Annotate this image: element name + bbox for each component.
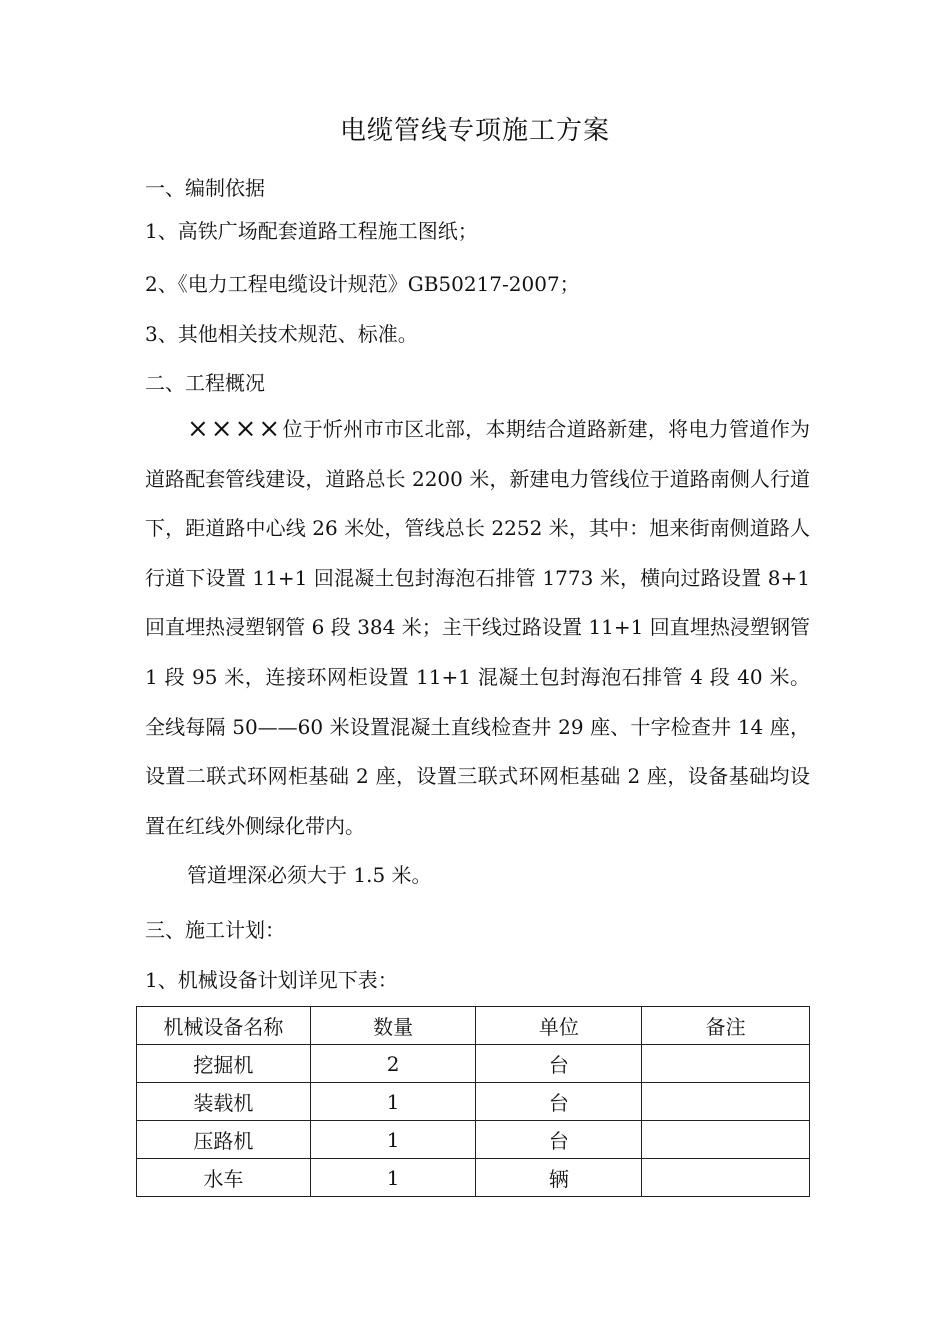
overview-paragraph-2	[145, 851, 810, 901]
cell-equipment-name: 挖掘机	[137, 1045, 311, 1083]
cell-unit: 台	[476, 1083, 642, 1121]
section-heading-plan: 三、施工计划：	[145, 918, 285, 942]
burial-depth-text: 管道埋深必须大于 1.5 米。	[187, 863, 432, 888]
cell-remarks	[642, 1121, 810, 1159]
cell-quantity: 1	[310, 1083, 476, 1121]
table-header-row	[137, 1007, 810, 1045]
cell-remarks	[642, 1083, 810, 1121]
cell-quantity: 1	[310, 1121, 476, 1159]
equipment-plan-intro: 1、机械设备计划详见下表：	[145, 968, 398, 992]
cell-equipment-name: 装载机	[137, 1083, 311, 1121]
table-row	[137, 1159, 810, 1197]
section-heading-basis: 一、编制依据	[145, 176, 265, 200]
equipment-table	[136, 1006, 810, 1197]
cell-unit: 台	[476, 1121, 642, 1159]
basis-item-1: 1、高铁广场配套道路工程施工图纸；	[145, 219, 478, 243]
cell-quantity: 2	[310, 1045, 476, 1083]
cell-remarks	[642, 1045, 810, 1083]
header-unit: 单位	[476, 1007, 642, 1045]
cell-equipment-name: 水车	[137, 1159, 311, 1197]
overview-paragraph-1	[145, 405, 810, 851]
header-equipment-name: 机械设备名称	[137, 1007, 311, 1045]
cell-unit: 辆	[476, 1159, 642, 1197]
basis-item-2: 2、《电力工程电缆设计规范》GB50217-2007；	[145, 272, 580, 296]
section-heading-overview: 二、工程概况	[145, 371, 265, 395]
overview-body	[145, 405, 810, 901]
table-row	[137, 1121, 810, 1159]
table-row	[137, 1045, 810, 1083]
cell-unit: 台	[476, 1045, 642, 1083]
header-quantity: 数量	[310, 1007, 476, 1045]
cell-remarks	[642, 1159, 810, 1197]
project-name-placeholder: ××××	[187, 414, 283, 444]
cell-quantity: 1	[310, 1159, 476, 1197]
cell-equipment-name: 压路机	[137, 1121, 311, 1159]
document-title: 电缆管线专项施工方案	[339, 116, 610, 146]
basis-item-3: 3、其他相关技术规范、标准。	[145, 322, 418, 346]
header-remarks: 备注	[642, 1007, 810, 1045]
table-row	[137, 1083, 810, 1121]
overview-paragraph-1-text: 位于忻州市市区北部，本期结合道路新建，将电力管道作为道路配套管线建设，道路总长 2200 米，新建电力管线位于道路南侧人行道下，距道路中心线 26 米处，管线总长 2252 米，其中：旭来街南侧道路人行道下设置 11+1 回混凝土包封海泡石排管 1773 米，横向过路设置 8+1 回直埋热浸塑钢管 6 段 384 米；主干线过路设置 11+1 回直埋热浸塑钢管 1 段 95 米，连接环网柜设置 11+1 混凝土包封海泡石排管 4 段 40 米。全线每隔 50——60 米设置混凝土直线检查井 29 座、十字检查井 14 座，设置二联式环网柜基础 2 座，设置三联式环网柜基础 2 座，设备基础均设置在红线外侧绿化带内。	[145, 417, 810, 838]
